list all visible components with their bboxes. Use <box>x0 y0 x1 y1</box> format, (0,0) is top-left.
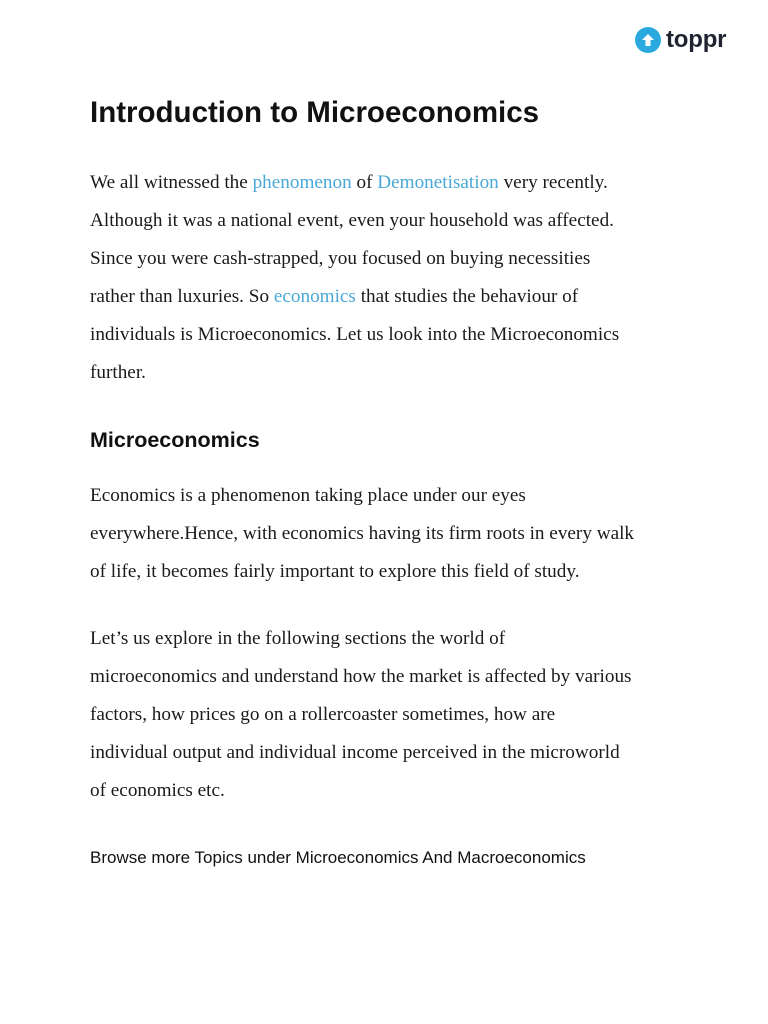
text-run: very recently. <box>498 172 608 193</box>
paragraph-line: of life, it becomes fairly important to explore this field of study. <box>90 561 580 582</box>
intro-line <box>90 278 700 316</box>
paragraph-line: individual output and individual income perceived in the microworld <box>90 742 620 763</box>
intro-line: individuals is Microeconomics. Let us look into the Microeconomics <box>90 324 620 345</box>
text-run: rather than luxuries. So <box>90 286 274 307</box>
toppr-logo <box>635 26 726 54</box>
text-run: We all witnessed the <box>90 172 253 193</box>
up-arrow-circle-icon <box>635 27 661 53</box>
paragraph-line: Let’s us explore in the following sections the world of <box>90 628 506 649</box>
text-run: of <box>351 172 378 193</box>
browse-more-topics-link[interactable]: Browse more Topics under Microeconomics And Macroeconomics <box>90 848 586 867</box>
paragraph-line: of economics etc. <box>90 780 225 801</box>
intro-line: Since you were cash-strapped, you focused on buying necessities <box>90 248 591 269</box>
demonetisation-link[interactable]: Demonetisation <box>377 172 499 193</box>
paragraph-line: microeconomics and understand how the market is affected by various <box>90 666 632 687</box>
page-title: Introduction to Microeconomics <box>90 96 540 129</box>
section-paragraph-2 <box>90 620 700 810</box>
intro-line <box>90 164 700 202</box>
section-heading: Microeconomics <box>90 428 260 452</box>
paragraph-line: everywhere.Hence, with economics having its firm roots in every walk <box>90 523 635 544</box>
section-paragraph-1 <box>90 477 700 591</box>
economics-link[interactable]: economics <box>273 286 356 307</box>
intro-line: further. <box>90 362 146 383</box>
text-run: that studies the behaviour of <box>355 286 579 307</box>
intro-paragraph <box>90 164 700 392</box>
paragraph-line: Economics is a phenomenon taking place under our eyes <box>90 485 526 506</box>
paragraph-line: factors, how prices go on a rollercoaster sometimes, how are <box>90 704 556 725</box>
brand-name: toppr <box>666 26 727 53</box>
phenomenon-link[interactable]: phenomenon <box>252 172 352 193</box>
intro-line: Although it was a national event, even your household was affected. <box>90 210 614 231</box>
